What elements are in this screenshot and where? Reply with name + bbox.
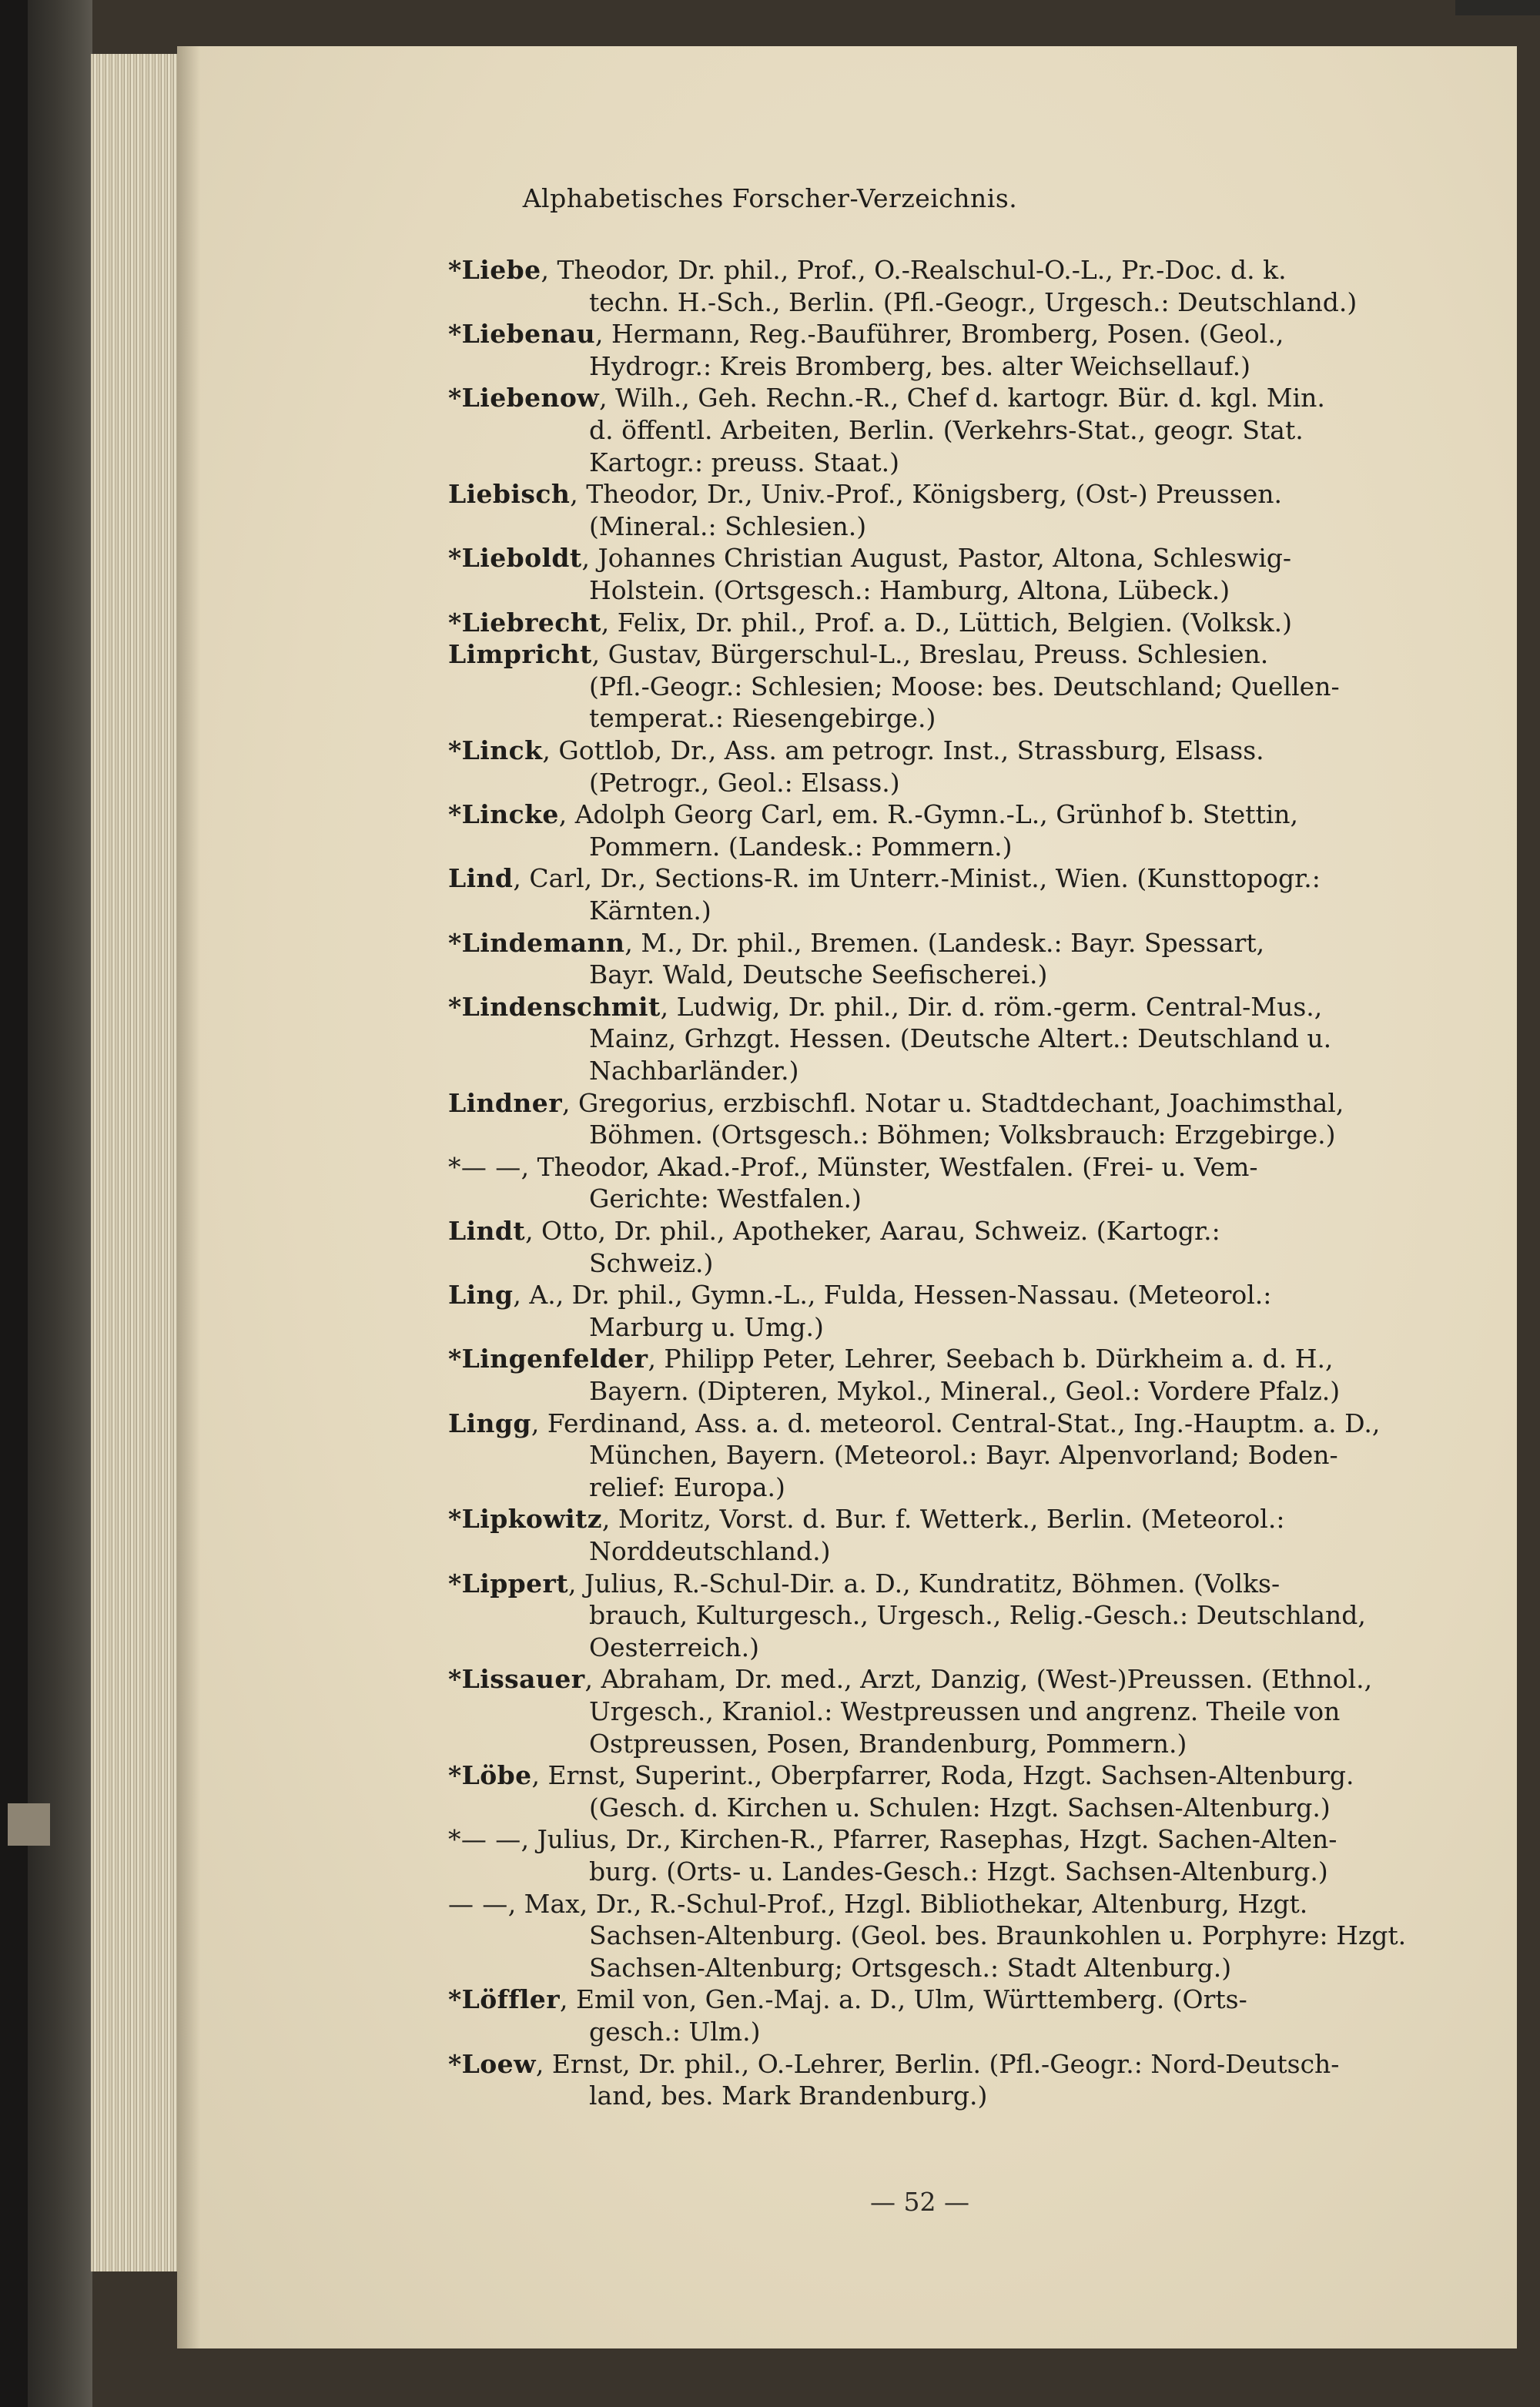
- entry-text: , Theodor, Dr., Univ.-Prof., Königsberg, (Ost-) Preussen.: [570, 479, 1282, 510]
- entry-continuation: (Petrogr., Geol.: Elsass.): [589, 767, 900, 798]
- entry-text: , Theodor, Dr. phil., Prof., O.-Realschul-O.-L., Pr.-Doc. d. k.: [541, 255, 1287, 285]
- binding-shadow: [0, 0, 28, 2407]
- entry-text: , Hermann, Reg.-Bauführer, Bromberg, Posen. (Geol.,: [595, 319, 1284, 350]
- entry-line: [448, 1984, 1247, 2015]
- entry-text: , M., Dr. phil., Bremen. (Landesk.: Bayr. Spessart,: [624, 927, 1265, 958]
- entry-name: *Liebe: [448, 255, 541, 285]
- entry-line: [448, 991, 1322, 1023]
- entry-line: [448, 1823, 1337, 1855]
- entry-continuation: gesch.: Ulm.): [589, 2017, 761, 2047]
- entry-line: [448, 798, 1298, 830]
- entry-continuation: (Mineral.: Schlesien.): [589, 511, 867, 541]
- entry-continuation: Bayern. (Dipteren, Mykol., Mineral., Geol.: Vordere Pfalz.): [589, 1376, 1341, 1406]
- entry-text: , Ludwig, Dr. phil., Dir. d. röm.-germ. Central-Mus.,: [660, 991, 1323, 1022]
- entry-name: Ling: [448, 1280, 514, 1311]
- entry-line: [448, 1151, 1258, 1183]
- entry-continuation: Böhmen. (Ortsgesch.: Böhmen; Volksbrauch: Erzgebirge.): [589, 1120, 1336, 1150]
- entry-continuation: Kartogr.: preuss. Staat.): [589, 447, 899, 477]
- entry-text: , Gottlob, Dr., Ass. am petrogr. Inst., Strassburg, Elsass.: [542, 735, 1264, 765]
- entry-name: — —: [448, 1888, 508, 1919]
- entry-line: [448, 1087, 1344, 1119]
- entry-text: , Julius, R.-Schul-Dir. a. D., Kundratitz, Böhmen. (Volks-: [567, 1568, 1281, 1599]
- entry-text: , Carl, Dr., Sections-R. im Unterr.-Minist., Wien. (Kunsttopogr.:: [513, 863, 1321, 894]
- entry-name: *Lindenschmit: [448, 991, 661, 1022]
- entry-name: *— —: [448, 1824, 521, 1855]
- entry-continuation: Urgesch., Kraniol.: Westpreussen und angrenz. Theile von: [589, 1696, 1341, 1726]
- entry-name: *Lincke: [448, 799, 559, 830]
- entry-line: [448, 1408, 1380, 1439]
- entry-name: *Lieboldt: [448, 543, 582, 574]
- entry-continuation: (Gesch. d. Kirchen u. Schulen: Hzgt. Sachsen-Altenburg.): [589, 1792, 1331, 1823]
- entry-continuation: Hydrogr.: Kreis Bromberg, bes. alter Weichsellauf.): [589, 350, 1251, 381]
- entry-text: , Wilh., Geh. Rechn.-R., Chef d. kartogr. Bür. d. kgl. Min.: [599, 383, 1325, 413]
- entry-continuation: burg. (Orts- u. Landes-Gesch.: Hzgt. Sachsen-Altenburg.): [589, 1856, 1328, 1886]
- entry-line: [448, 1888, 1307, 1920]
- entry-name: *Lipkowitz: [448, 1504, 602, 1535]
- entry-name: *Löffler: [448, 1984, 560, 2015]
- entry-line: [448, 862, 1321, 894]
- entry-line: [448, 2048, 1339, 2080]
- entry-name: *Lindemann: [448, 927, 625, 958]
- entry-continuation: Pommern. (Landesk.: Pommern.): [589, 831, 1013, 862]
- entry-continuation: (Pfl.-Geogr.: Schlesien; Moose: bes. Deutschland; Quellen-: [589, 671, 1340, 701]
- entry-text: , A., Dr. phil., Gymn.-L., Fulda, Hessen-Nassau. (Meteorol.:: [513, 1280, 1272, 1311]
- cover-corner: [1455, 0, 1540, 15]
- entry-continuation: brauch, Kulturgesch., Urgesch., Relig.-Gesch.: Deutschland,: [589, 1600, 1366, 1631]
- entry-line: [448, 607, 1292, 638]
- entry-continuation: Sachsen-Altenburg. (Geol. bes. Braunkohlen u. Porphyre: Hzgt.: [589, 1920, 1407, 1951]
- entry-continuation: Marburg u. Umg.): [589, 1311, 824, 1342]
- entry-line: [448, 1503, 1284, 1535]
- entry-line: [448, 1663, 1372, 1695]
- entry-text: , Johannes Christian August, Pastor, Altona, Schleswig-: [581, 543, 1292, 574]
- entry-continuation: München, Bayern. (Meteorol.: Bayr. Alpenvorland; Boden-: [589, 1440, 1338, 1471]
- entry-text: , Otto, Dr. phil., Apotheker, Aarau, Schweiz. (Kartogr.:: [525, 1216, 1220, 1246]
- entry-continuation: Ostpreussen, Posen, Brandenburg, Pommern.): [589, 1728, 1187, 1759]
- entry-line: [448, 638, 1268, 670]
- entry-line: [448, 542, 1291, 574]
- entry-text: , Ernst, Superint., Oberpfarrer, Roda, Hzgt. Sachsen-Altenburg.: [531, 1760, 1354, 1791]
- entry-line: [448, 927, 1264, 959]
- entry-line: [448, 1215, 1220, 1247]
- entry-continuation: Nachbarländer.): [589, 1056, 799, 1086]
- entry-continuation: Holstein. (Ortsgesch.: Hamburg, Altona, Lübeck.): [589, 575, 1230, 605]
- entry-continuation: techn. H.-Sch., Berlin. (Pfl.-Geogr., Urgesch.: Deutschland.): [589, 286, 1358, 317]
- entry-name: *Lissauer: [448, 1664, 585, 1695]
- entry-name: *Liebrecht: [448, 607, 601, 638]
- entry-continuation: Bayr. Wald, Deutsche Seefischerei.): [589, 959, 1048, 990]
- cover-clip: [8, 1803, 50, 1846]
- entry-line: [448, 1759, 1354, 1791]
- entry-name: Lindt: [448, 1216, 526, 1246]
- entry-line: [448, 1568, 1280, 1599]
- entry-name: Lind: [448, 863, 514, 894]
- entry-text: , Ernst, Dr. phil., O.-Lehrer, Berlin. (Pfl.-Geogr.: Nord-Deutsch-: [535, 2048, 1340, 2079]
- entry-line: [448, 318, 1284, 350]
- entry-text: , Emil von, Gen.-Maj. a. D., Ulm, Württemberg. (Orts-: [559, 1984, 1247, 2015]
- entry-name: *Lippert: [448, 1568, 568, 1599]
- entry-text: , Ferdinand, Ass. a. d. meteorol. Central-Stat., Ing.-Hauptm. a. D.,: [531, 1408, 1381, 1438]
- gutter-shadow: [177, 46, 200, 2348]
- entry-text: , Felix, Dr. phil., Prof. a. D., Lüttich, Belgien. (Volksk.): [601, 607, 1293, 638]
- running-header: Alphabetisches Forscher-Verzeichnis.: [522, 183, 1018, 213]
- entry-continuation: temperat.: Riesengebirge.): [589, 703, 936, 734]
- page-number: — 52 —: [870, 2187, 969, 2217]
- entry-name: *Lingenfelder: [448, 1344, 648, 1374]
- entry-name: Liebisch: [448, 479, 571, 510]
- entry-text: , Gregorius, erzbischfl. Notar u. Stadtdechant, Joachimsthal,: [561, 1087, 1344, 1118]
- entry-line: [448, 254, 1287, 286]
- entry-text: , Max, Dr., R.-Schul-Prof., Hzgl. Bibliothekar, Altenburg, Hzgt.: [507, 1888, 1308, 1919]
- entry-continuation: Gerichte: Westfalen.): [589, 1183, 862, 1214]
- entry-name: *Linck: [448, 735, 543, 765]
- entry-continuation: Schweiz.): [589, 1247, 714, 1278]
- entry-name: Limpricht: [448, 639, 592, 670]
- entry-line: [448, 1279, 1271, 1311]
- entry-text: , Adolph Georg Carl, em. R.-Gymn.-L., Grünhof b. Stettin,: [558, 799, 1299, 830]
- entry-continuation: Kärnten.): [589, 896, 711, 926]
- entry-continuation: Sachsen-Altenburg; Ortsgesch.: Stadt Altenburg.): [589, 1952, 1232, 1983]
- entry-text: , Abraham, Dr. med., Arzt, Danzig, (West-)Preussen. (Ethnol.,: [584, 1664, 1373, 1695]
- entry-name: *Liebenow: [448, 383, 600, 413]
- entry-line: [448, 478, 1282, 510]
- entry-line: [448, 735, 1264, 766]
- entry-continuation: d. öffentl. Arbeiten, Berlin. (Verkehrs-Stat., geogr. Stat.: [589, 415, 1304, 445]
- entry-name: *Loew: [448, 2048, 536, 2079]
- entry-text: , Moritz, Vorst. d. Bur. f. Wetterk., Berlin. (Meteorol.:: [601, 1504, 1285, 1535]
- entry-text: , Philipp Peter, Lehrer, Seebach b. Dürkheim a. d. H.,: [648, 1344, 1334, 1374]
- entry-name: *— —: [448, 1151, 521, 1182]
- entry-continuation: Oesterreich.): [589, 1632, 760, 1662]
- entry-text: , Theodor, Akad.-Prof., Münster, Westfalen. (Frei- u. Vem-: [521, 1151, 1258, 1182]
- entry-text: , Julius, Dr., Kirchen-R., Pfarrer, Rasephas, Hzgt. Sachen-Alten-: [521, 1824, 1337, 1855]
- entry-name: Lindner: [448, 1087, 562, 1118]
- entry-line: [448, 382, 1325, 413]
- entry-line: [448, 1343, 1334, 1374]
- entry-name: *Löbe: [448, 1760, 532, 1791]
- entry-continuation: land, bes. Mark Brandenburg.): [589, 2081, 988, 2111]
- entry-name: *Liebenau: [448, 319, 596, 350]
- entry-text: , Gustav, Bürgerschul-L., Breslau, Preuss. Schlesien.: [591, 639, 1269, 670]
- entry-continuation: Norddeutschland.): [589, 1536, 831, 1566]
- entry-continuation: Mainz, Grhzgt. Hessen. (Deutsche Altert.: Deutschland u.: [589, 1023, 1332, 1054]
- entry-name: Lingg: [448, 1408, 531, 1438]
- entry-continuation: relief: Europa.): [589, 1471, 785, 1502]
